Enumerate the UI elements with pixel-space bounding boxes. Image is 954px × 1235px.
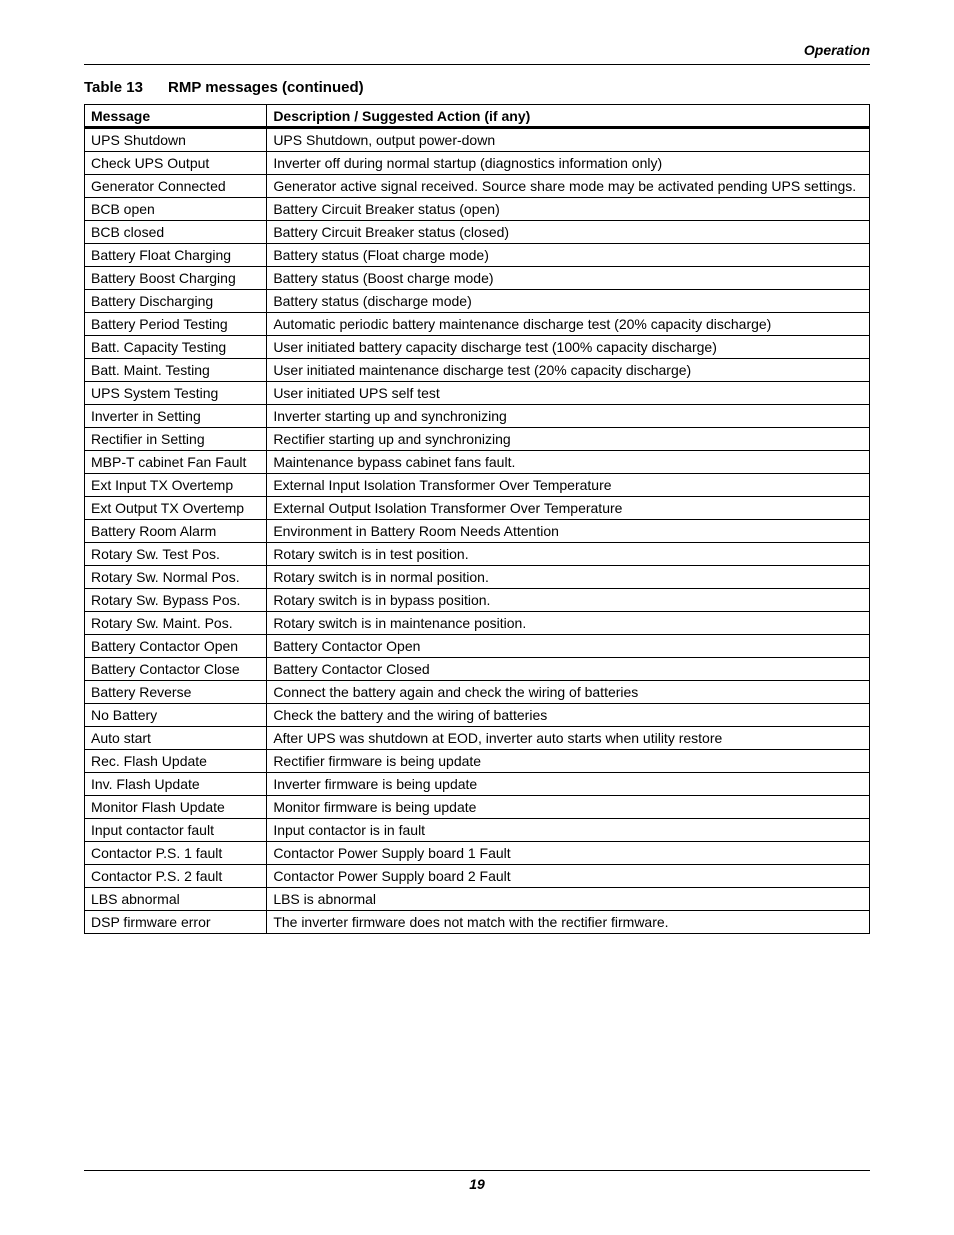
description-cell: Rotary switch is in normal position. <box>267 566 870 589</box>
description-cell: LBS is abnormal <box>267 888 870 911</box>
section-title: Operation <box>803 42 870 58</box>
description-cell: Rectifier starting up and synchronizing <box>267 428 870 451</box>
description-cell: Automatic periodic battery maintenance discharge test (20% capacity discharge) <box>267 313 870 336</box>
description-cell: Battery Contactor Open <box>267 635 870 658</box>
description-cell: Inverter off during normal startup (diagnostics information only) <box>267 152 870 175</box>
description-cell: Battery Contactor Closed <box>267 658 870 681</box>
message-cell: Rotary Sw. Maint. Pos. <box>85 612 267 635</box>
table-row <box>85 451 870 474</box>
description-cell: User initiated battery capacity discharge test (100% capacity discharge) <box>267 336 870 359</box>
description-cell: Inverter starting up and synchronizing <box>267 405 870 428</box>
message-cell: Battery Contactor Close <box>85 658 267 681</box>
message-cell: Generator Connected <box>85 175 267 198</box>
table-body <box>85 128 870 934</box>
description-cell: User initiated maintenance discharge test (20% capacity discharge) <box>267 359 870 382</box>
page-number: 19 <box>469 1176 485 1192</box>
description-cell: Generator active signal received. Source share mode may be activated pending UPS settings. <box>267 175 870 198</box>
table-row <box>85 497 870 520</box>
message-cell: Contactor P.S. 2 fault <box>85 865 267 888</box>
message-cell: Contactor P.S. 1 fault <box>85 842 267 865</box>
description-cell: User initiated UPS self test <box>267 382 870 405</box>
message-cell: BCB closed <box>85 221 267 244</box>
message-cell: UPS System Testing <box>85 382 267 405</box>
message-cell: Input contactor fault <box>85 819 267 842</box>
message-cell: Battery Float Charging <box>85 244 267 267</box>
message-cell: Rotary Sw. Normal Pos. <box>85 566 267 589</box>
table-caption-number: Table 13 <box>84 79 143 96</box>
header-divider <box>84 64 870 65</box>
table-row <box>85 128 870 152</box>
description-cell: Rotary switch is in maintenance position. <box>267 612 870 635</box>
table-row <box>85 635 870 658</box>
message-cell: MBP-T cabinet Fan Fault <box>85 451 267 474</box>
message-cell: Battery Boost Charging <box>85 267 267 290</box>
table-row <box>85 612 870 635</box>
table-row <box>85 589 870 612</box>
message-cell: Battery Contactor Open <box>85 635 267 658</box>
column-header-message: Message <box>85 105 267 128</box>
description-cell: External Output Isolation Transformer Over Temperature <box>267 497 870 520</box>
table-row <box>85 405 870 428</box>
message-cell: Battery Discharging <box>85 290 267 313</box>
table-row <box>85 198 870 221</box>
table-row <box>85 704 870 727</box>
message-cell: LBS abnormal <box>85 888 267 911</box>
description-cell: Contactor Power Supply board 2 Fault <box>267 865 870 888</box>
description-cell: Battery Circuit Breaker status (open) <box>267 198 870 221</box>
description-cell: Rotary switch is in bypass position. <box>267 589 870 612</box>
message-cell: Inv. Flash Update <box>85 773 267 796</box>
table-row <box>85 865 870 888</box>
message-cell: Rotary Sw. Test Pos. <box>85 543 267 566</box>
table-row <box>85 267 870 290</box>
table-row <box>85 750 870 773</box>
table-row <box>85 152 870 175</box>
message-cell: Battery Period Testing <box>85 313 267 336</box>
table-row <box>85 175 870 198</box>
message-cell: Batt. Capacity Testing <box>85 336 267 359</box>
table-caption <box>84 79 364 96</box>
description-cell: Battery status (Boost charge mode) <box>267 267 870 290</box>
description-cell: Connect the battery again and check the wiring of batteries <box>267 681 870 704</box>
description-cell: Monitor firmware is being update <box>267 796 870 819</box>
description-cell: Rectifier firmware is being update <box>267 750 870 773</box>
table-header-row <box>85 105 870 128</box>
table-row <box>85 888 870 911</box>
description-cell: Maintenance bypass cabinet fans fault. <box>267 451 870 474</box>
table-row <box>85 911 870 934</box>
description-cell: Contactor Power Supply board 1 Fault <box>267 842 870 865</box>
table-row <box>85 336 870 359</box>
description-cell: Inverter firmware is being update <box>267 773 870 796</box>
table-row <box>85 658 870 681</box>
message-cell: Ext Output TX Overtemp <box>85 497 267 520</box>
message-cell: BCB open <box>85 198 267 221</box>
table-row <box>85 681 870 704</box>
footer-divider <box>84 1170 870 1171</box>
message-cell: Inverter in Setting <box>85 405 267 428</box>
table-row <box>85 520 870 543</box>
message-cell: DSP firmware error <box>85 911 267 934</box>
table-row <box>85 842 870 865</box>
description-cell: Rotary switch is in test position. <box>267 543 870 566</box>
table-row <box>85 244 870 267</box>
description-cell: After UPS was shutdown at EOD, inverter auto starts when utility restore <box>267 727 870 750</box>
table-row <box>85 474 870 497</box>
message-cell: Rotary Sw. Bypass Pos. <box>85 589 267 612</box>
description-cell: The inverter firmware does not match with the rectifier firmware. <box>267 911 870 934</box>
table-row <box>85 221 870 244</box>
message-cell: No Battery <box>85 704 267 727</box>
rmp-messages-table <box>84 104 870 934</box>
table-row <box>85 428 870 451</box>
message-cell: Battery Room Alarm <box>85 520 267 543</box>
table-row <box>85 290 870 313</box>
description-cell: External Input Isolation Transformer Over Temperature <box>267 474 870 497</box>
description-cell: Environment in Battery Room Needs Attention <box>267 520 870 543</box>
column-header-description: Description / Suggested Action (if any) <box>267 105 870 128</box>
message-cell: Auto start <box>85 727 267 750</box>
message-cell: Batt. Maint. Testing <box>85 359 267 382</box>
description-cell: Battery Circuit Breaker status (closed) <box>267 221 870 244</box>
message-cell: Check UPS Output <box>85 152 267 175</box>
table-row <box>85 382 870 405</box>
table-row <box>85 773 870 796</box>
table-row <box>85 313 870 336</box>
description-cell: Input contactor is in fault <box>267 819 870 842</box>
message-cell: Ext Input TX Overtemp <box>85 474 267 497</box>
description-cell: Check the battery and the wiring of batteries <box>267 704 870 727</box>
table-row <box>85 359 870 382</box>
message-cell: Battery Reverse <box>85 681 267 704</box>
table-row <box>85 566 870 589</box>
table-row <box>85 543 870 566</box>
message-cell: UPS Shutdown <box>85 128 267 152</box>
table-row <box>85 796 870 819</box>
message-cell: Rec. Flash Update <box>85 750 267 773</box>
message-cell: Rectifier in Setting <box>85 428 267 451</box>
table-row <box>85 819 870 842</box>
message-cell: Monitor Flash Update <box>85 796 267 819</box>
table-row <box>85 727 870 750</box>
description-cell: Battery status (Float charge mode) <box>267 244 870 267</box>
table-caption-title: RMP messages (continued) <box>168 79 364 96</box>
description-cell: Battery status (discharge mode) <box>267 290 870 313</box>
description-cell: UPS Shutdown, output power-down <box>267 128 870 152</box>
